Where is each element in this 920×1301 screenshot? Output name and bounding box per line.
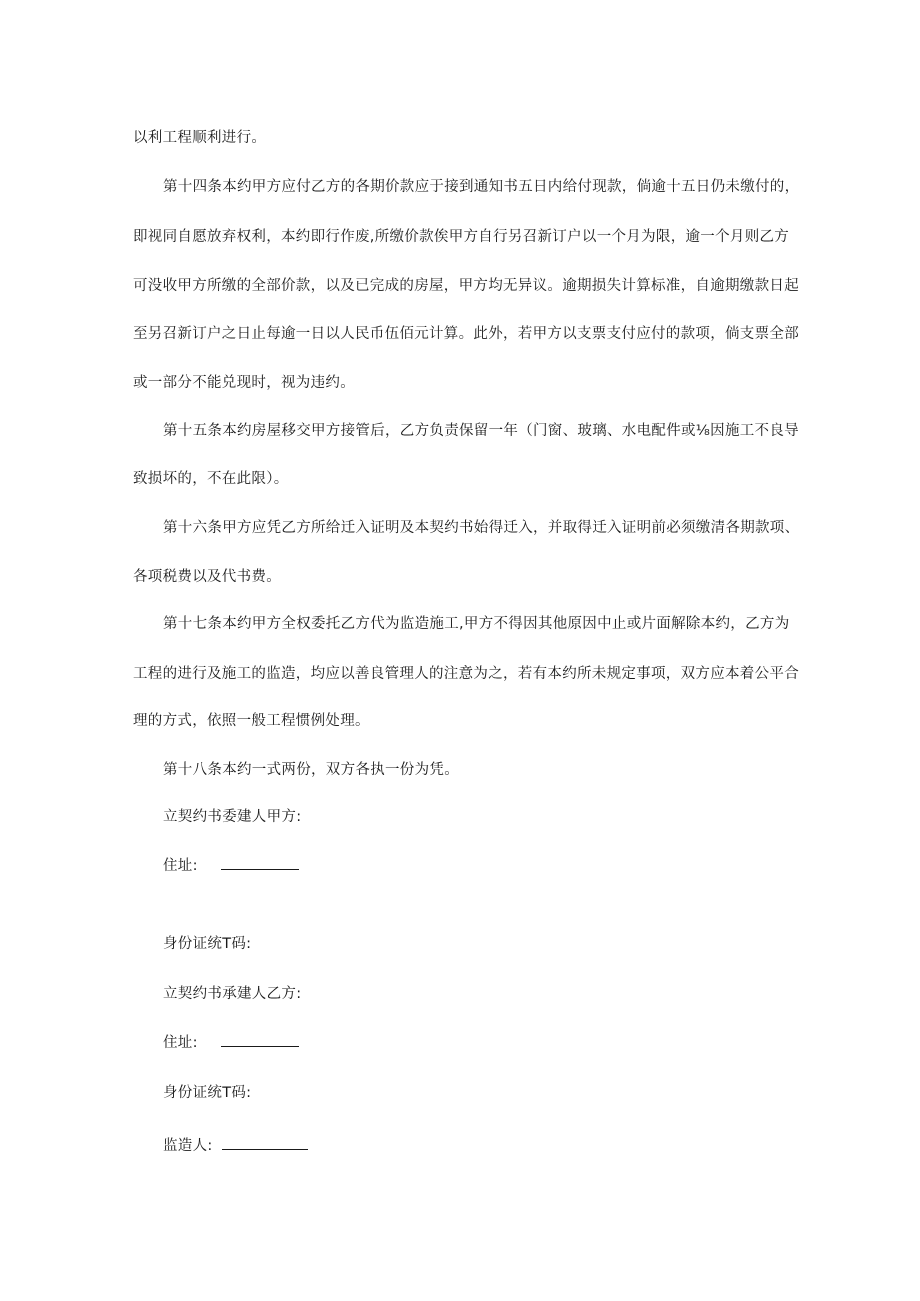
contractor-address-label: 住址: — [163, 1035, 198, 1051]
supervisor-blank[interactable] — [222, 1135, 308, 1150]
supervisor-row — [163, 1135, 308, 1156]
article-14-line: 第十四条本约甲方应付乙方的各期价款应于接到通知书五日内给付现款，倘逾十五日仍未缴付的， — [163, 179, 800, 195]
client-address-row — [163, 855, 299, 876]
supervisor-label: 监造人: — [163, 1138, 213, 1154]
article-18-line: 第十八条本约一式两份，双方各执一份为凭。 — [163, 762, 459, 778]
article-17-line: 工程的进行及施工的监造，均应以善良管理人的注意为之，若有本约所未规定事项，双方应本着公平合 — [133, 666, 799, 682]
contractor-label: 立契约书承建人乙方: — [163, 986, 302, 1002]
article-14-line: 或一部分不能兑现时，视为违约。 — [133, 375, 355, 391]
article-17-line: 理的方式，依照一般工程惯例处理。 — [133, 713, 370, 729]
article-16-line: 各项税费以及代书费。 — [133, 569, 281, 585]
client-id-label: 身份证统T码: — [163, 936, 252, 952]
article-14-line: 可没收甲方所缴的全部价款，以及已完成的房屋，甲方均无异议。逾期损失计算标准，自逾期缴款日起 — [133, 278, 799, 294]
client-address-label: 住址: — [163, 858, 198, 874]
article-16-line: 第十六条甲方应凭乙方所给迁入证明及本契约书始得迁入，并取得迁入证明前必须缴清各期款项、 — [163, 520, 800, 536]
contractor-address-row — [163, 1032, 299, 1053]
article-17-line: 第十七条本约甲方全权委托乙方代为监造施工,甲方不得因其他原因中止或片面解除本约，乙方为 — [163, 616, 790, 632]
article-15-line: 致损坏的，不在此限）。 — [133, 471, 289, 487]
contractor-id-label: 身份证统T码: — [163, 1085, 252, 1101]
contractor-address-blank[interactable] — [221, 1032, 299, 1047]
article-15-line: 第十五条本约房屋移交甲方接管后，乙方负责保留一年（门窗、玻璃、水电配件或⅛因施工不良导 — [163, 423, 799, 439]
article-14-line: 至另召新订户之日止每逾一日以人民币伍佰元计算。此外，若甲方以支票支付应付的款项，倘支票全部 — [133, 326, 799, 342]
client-address-blank[interactable] — [221, 855, 299, 870]
article-14-line: 即视同自愿放弃权利，本约即行作废,所缴价款俟甲方自行另召新订户以一个月为限，逾一个月则乙方 — [133, 229, 790, 245]
paragraph-line: 以利工程顺利进行。 — [133, 130, 267, 146]
client-label: 立契约书委建人甲方: — [163, 809, 302, 825]
